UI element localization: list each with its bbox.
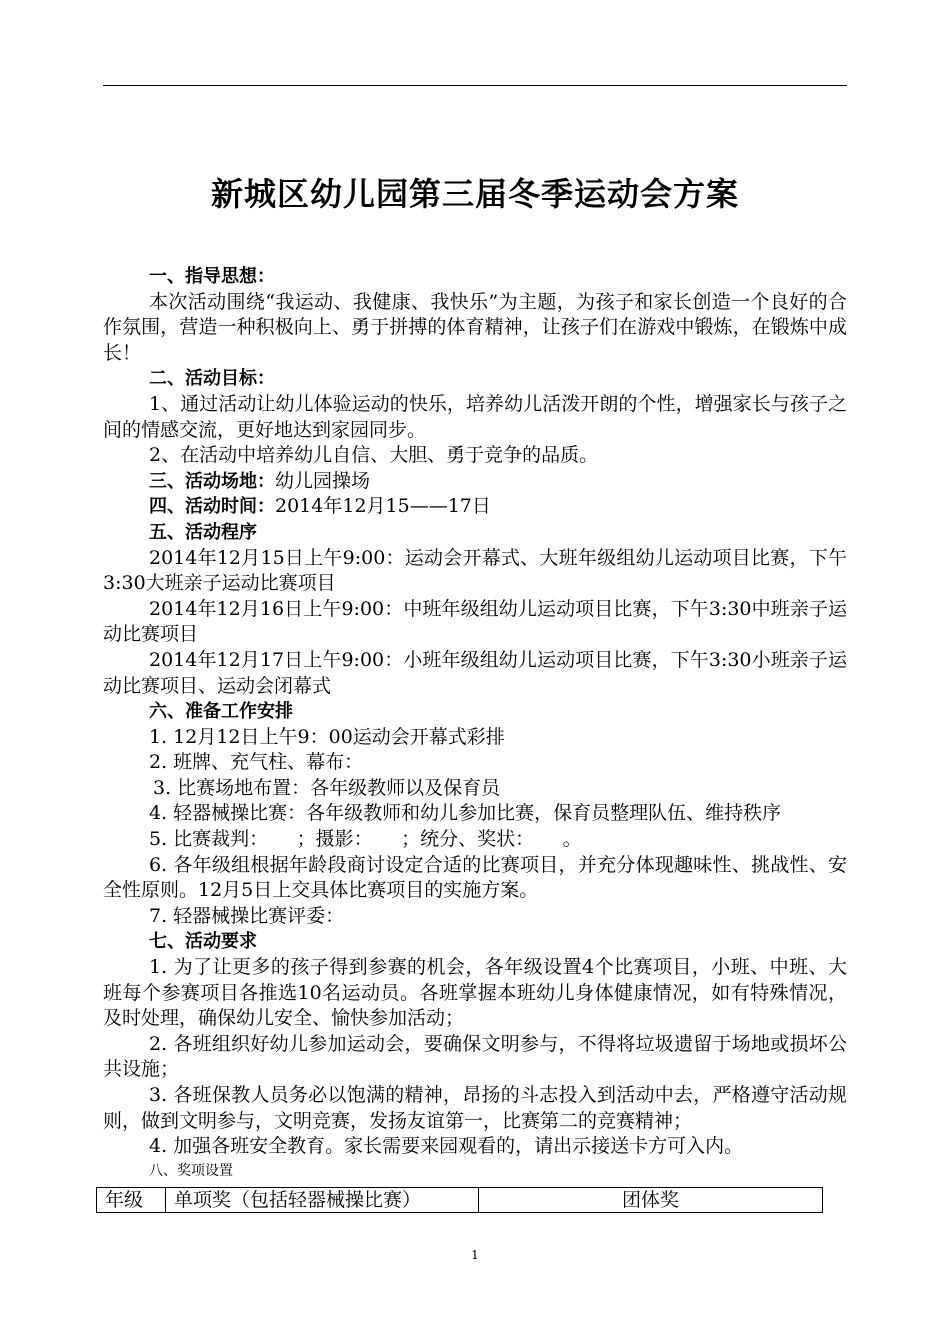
section-heading-inline bbox=[103, 469, 847, 495]
section-heading: 一、指导思想： bbox=[149, 266, 275, 287]
table-row bbox=[97, 1188, 823, 1213]
body-paragraph: 1. 12月12日上午9：00运动会开幕式彩排 bbox=[149, 725, 505, 748]
document-body bbox=[103, 264, 847, 1182]
table-header-cell: 团体奖 bbox=[479, 1188, 823, 1213]
table-header-cell: 单项奖（包括轻器械操比赛） bbox=[166, 1188, 479, 1213]
section-heading: 六、准备工作安排 bbox=[149, 701, 293, 723]
section-value: 2014年12月15——17日 bbox=[275, 495, 491, 518]
body-paragraph: 2、在活动中培养幼儿自信、大胆、勇于竞争的品质。 bbox=[149, 444, 599, 467]
section-heading: 二、活动目标： bbox=[149, 368, 275, 390]
body-paragraph: 7. 轻器械操比赛评委： bbox=[149, 904, 345, 927]
document-title: 新城区幼儿园第三届冬季运动会方案 bbox=[210, 175, 739, 213]
body-paragraph: 2014年12月17日上午9:00：小班年级组幼儿运动项目比赛，下午3:30小班亲子运动比赛项目、运动会闭幕式 bbox=[103, 648, 847, 697]
body-paragraph: 本次活动围绕“我运动、我健康、我快乐”为主题，为孩子和家长创造一个良好的合作氛围，营造一种积极向上、勇于拼搏的体育精神，让孩子们在游戏中锻炼，在锻炼中成长！ bbox=[103, 290, 847, 364]
body-paragraph: 4. 轻器械操比赛：各年级教师和幼儿参加比赛，保育员整理队伍、维持秩序 bbox=[149, 802, 782, 825]
body-paragraph: 2. 班牌、充气柱、幕布： bbox=[149, 751, 364, 774]
table-header-cell: 年级 bbox=[97, 1188, 166, 1213]
section-label: 三、活动场地： bbox=[149, 470, 275, 492]
body-paragraph: 6. 各年级组根据年龄段商讨设定合适的比赛项目，并充分体现趣味性、挑战性、安全性原则。12月5日上交具体比赛项目的实施方案。 bbox=[103, 853, 847, 902]
body-paragraph: 1. 为了让更多的孩子得到参赛的机会，各年级设置4个比赛项目，小班、中班、大班每个参赛项目各推选10名运动员。各班掌握本班幼儿身体健康情况，如有特殊情况，及时处理，确保幼儿安全、愉快参加活动； bbox=[103, 956, 847, 1030]
section-value: 幼儿园操场 bbox=[275, 469, 371, 492]
page-number: 1 bbox=[471, 1248, 479, 1262]
section-heading-small: 八、奖项设置 bbox=[149, 1162, 233, 1179]
body-paragraph: 1、通过活动让幼儿体验运动的快乐，培养幼儿活泼开朗的个性，增强家长与孩子之间的情感交流，更好地达到家园同步。 bbox=[103, 392, 847, 441]
section-label: 四、活动时间： bbox=[149, 496, 275, 518]
body-paragraph: 3. 比赛场地布置：各年级教师以及保育员 bbox=[153, 776, 501, 799]
section-heading: 七、活动要求 bbox=[149, 931, 257, 953]
body-paragraph: 3. 各班保教人员务必以饱满的精神，昂扬的斗志投入到活动中去，严格遵守活动规则，做到文明参与，文明竞赛，发扬友谊第一，比赛第二的竞赛精神； bbox=[103, 1084, 847, 1132]
awards-table bbox=[96, 1187, 823, 1213]
body-paragraph: 4. 加强各班安全教育。家长需要来园观看的，请出示接送卡方可入内。 bbox=[149, 1135, 744, 1158]
header-rule bbox=[103, 85, 847, 86]
body-paragraph: 2014年12月16日上午9:00：中班年级组幼儿运动项目比赛，下午3:30中班亲子运动比赛项目 bbox=[103, 597, 847, 646]
body-paragraph: 2. 各班组织好幼儿参加运动会，要确保文明参与，不得将垃圾遗留于场地或损坏公共设施； bbox=[103, 1032, 847, 1081]
body-paragraph: 5. 比赛裁判： ；摄影： ；统分、奖状： 。 bbox=[149, 828, 582, 851]
section-heading: 五、活动程序 bbox=[149, 521, 257, 543]
body-paragraph: 2014年12月15日上午9:00：运动会开幕式、大班年级组幼儿运动项目比赛，下午3:30大班亲子运动比赛项目 bbox=[103, 546, 847, 595]
section-heading-inline bbox=[103, 494, 847, 520]
